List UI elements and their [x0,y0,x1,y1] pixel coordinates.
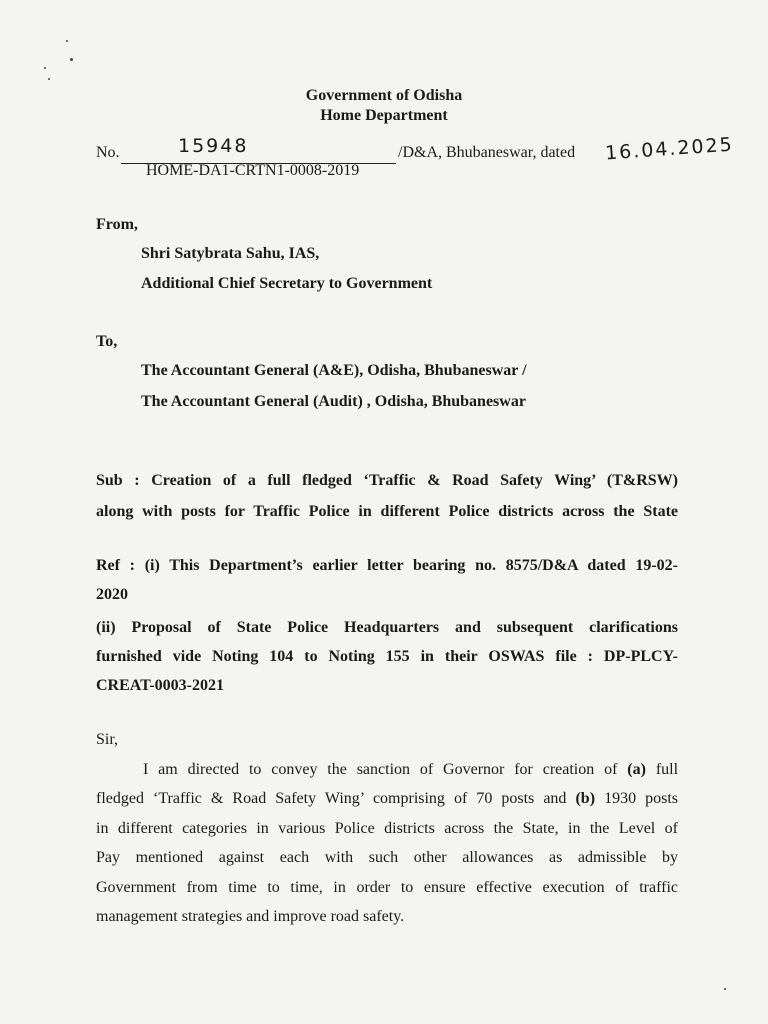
body-line-2: fledged ‘Traffic & Road Safety Wing’ comprising of 70 posts and (b) 1930 posts [96,790,679,807]
file-number: HOME-DA1-CRTN1-0008-2019 [146,162,360,179]
subject-line-1: Sub : Creation of a full fledged ‘Traffic & Road Safety Wing’ (T&RSW) [96,472,678,489]
subject-line-2: along with posts for Traffic Police in different Police districts across the State [96,503,678,520]
department-title: Home Department [320,107,448,124]
letter-no-suffix: /D&A, Bhubaneswar, dated [398,144,576,161]
recipient-line-2: The Accountant General (Audit) , Odisha, Bhubaneswar [141,393,526,410]
sender-designation: Additional Chief Secretary to Government [141,275,433,292]
reference-line-1: Ref : (i) This Department’s earlier letter bearing no. 8575/D&A dated 19-02- [96,557,678,574]
letter-date: 16.04.2025 [604,133,735,165]
body-line-5: Government from time to time, in order to ensure effective execution of traffic [96,879,678,896]
letter-no-label: No. [96,144,120,161]
body-line-3: in different categories in various Police districts across the State, in the Level of [96,820,678,837]
letter-number: 15948 [178,135,249,157]
reference-line-5: CREAT-0003-2021 [96,677,225,694]
salutation: Sir, [96,731,119,748]
body-line-6: management strategies and improve road safety. [96,908,405,925]
reference-line-4: furnished vide Noting 104 to Noting 155 in their OSWAS file : DP-PLCY- [96,648,678,665]
body-line-1: I am directed to convey the sanction of Governor for creation of (a) full [143,761,679,778]
from-label: From, [96,216,138,233]
reference-line-3: (ii) Proposal of State Police Headquarters and subsequent clarifications [96,619,678,636]
sender-name: Shri Satybrata Sahu, IAS, [141,245,320,262]
body-line-4: Pay mentioned against each with such other allowances as admissible by [96,849,678,866]
recipient-line-1: The Accountant General (A&E), Odisha, Bhubaneswar / [141,362,527,379]
government-title: Government of Odisha [305,87,463,104]
to-label: To, [96,333,118,350]
reference-line-2: 2020 [96,586,128,603]
